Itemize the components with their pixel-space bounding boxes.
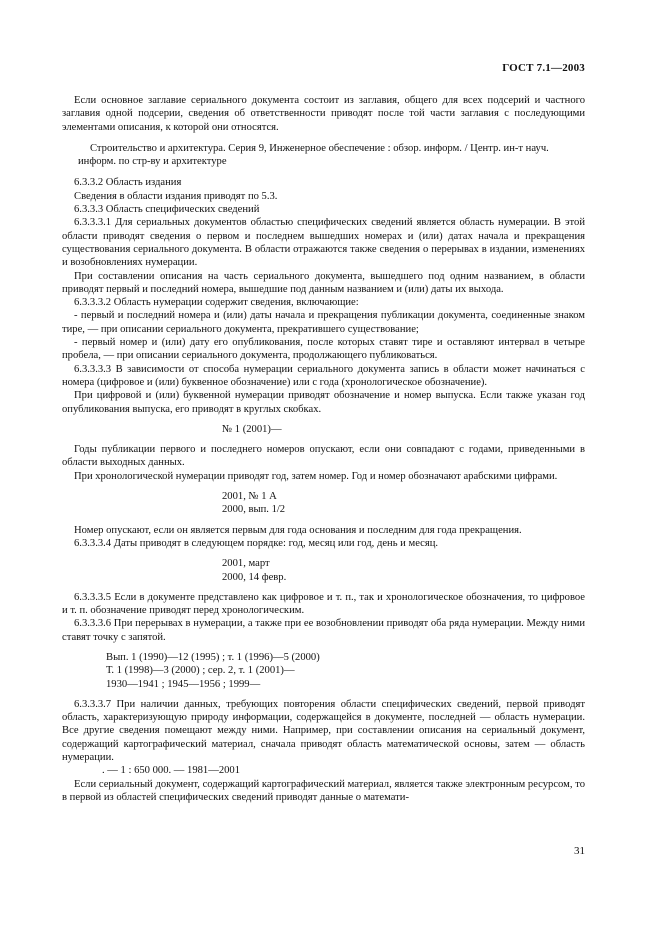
example-text: 1930—1941 ; 1945—1956 ; 1999— bbox=[106, 678, 261, 690]
paragraph: При цифровой и (или) буквенной нумерации приводят обозначение и номер выпуска. Если также указан год опубликования выпуска, его приводят в круглых скобках. bbox=[62, 390, 585, 415]
example-text: 2000, вып. 1/2 bbox=[222, 504, 286, 516]
paragraph: Если сериальный документ, содержащий картографический материал, является также электронным ресурсом, то в первой из областей специфических сведений приводят данные о математи- bbox=[62, 778, 585, 803]
page-number: 31 bbox=[574, 845, 585, 857]
example-block bbox=[62, 557, 585, 584]
example-text: Вып. 1 (1990)—12 (1995) ; т. 1 (1996)—5 (2000) bbox=[106, 651, 320, 663]
paragraph: 6.3.3.3.4 Даты приводят в следующем порядке: год, месяц или год, день и месяц. bbox=[74, 537, 439, 549]
paragraph: При составлении описания на часть сериального документа, вышедшего под одним названием, в области приводят первый и последний номера, вышедшие под данным названием и (или) даты их выхода. bbox=[62, 270, 585, 295]
paragraph: Если основное заглавие сериального документа состоит из заглавия, общего для всех подсерий и частного заглавия одной подсерии, сведения об ответственности приводят после той части заглавия с последующими элементами описания, к которой они относятся. bbox=[62, 95, 585, 133]
section-heading: 6.3.3.2 Область издания bbox=[74, 177, 182, 189]
document-body bbox=[62, 94, 585, 804]
paragraph: Номер опускают, если он является первым для года основания и последним для года прекращения. bbox=[74, 524, 522, 536]
example-text: Строительство и архитектура. Серия 9, Инженерное обеспечение : обзор. информ. / Центр. ин-т науч. информ. по стр-ву и архитектуре bbox=[78, 142, 549, 168]
example-text: Т. 1 (1998)—3 (2000) ; сер. 2, т. 1 (2001)— bbox=[106, 665, 295, 677]
paragraph: 6.3.3.3.7 При наличии данных, требующих повторения области специфических сведений, первой приводят область, характеризующую природу информации, содержащейся в документе, последней — область нумерации. Все другие сведения помещают между ними. Например, при составлении описания на сериальный документ, содержащий картографический материал, сначала приводят область математической основы, затем — область нумерации. bbox=[62, 698, 585, 764]
example-text: 2001, № 1 А bbox=[222, 491, 277, 503]
example-block bbox=[62, 490, 585, 517]
paragraph: 6.3.3.3.5 Если в документе представлено как цифровое и т. п., так и хронологическое обозначения, то цифровое и т. п. обозначение приводят перед хронологическим. bbox=[62, 591, 585, 617]
doc-code-header: ГОСТ 7.1—2003 bbox=[502, 62, 585, 74]
section-heading: 6.3.3.3 Область специфических сведений bbox=[74, 204, 260, 216]
paragraph: 6.3.3.3.3 В зависимости от способа нумерации сериального документа запись в области может начинаться с номера (цифровое и (или) буквенное обозначение) или с года (хронологическое обозначение). bbox=[62, 363, 585, 388]
paragraph: Сведения в области издания приводят по 5.3. bbox=[74, 190, 278, 202]
paragraph: 6.3.3.3.2 Область нумерации содержит сведения, включающие: bbox=[74, 297, 359, 309]
example-text: 2000, 14 февр. bbox=[222, 571, 287, 583]
example-text: № 1 (2001)— bbox=[222, 423, 282, 435]
list-item: - первый номер и (или) дату его опубликования, после которых ставят тире и оставляют интервал в четыре пробела, — при описании сериального документа, продолжающего публиковаться. bbox=[62, 337, 585, 362]
paragraph: 6.3.3.3.6 При перерывах в нумерации, а также при ее возобновлении приводят оба ряда нумерации. Между ними ставят точку с запятой. bbox=[62, 618, 585, 643]
paragraph: Годы публикации первого и последнего номеров опускают, если они совпадают с годами, приведенными в области выходных данных. bbox=[62, 444, 585, 469]
example-block bbox=[62, 651, 585, 691]
example-text: 2001, март bbox=[222, 558, 270, 570]
paragraph: 6.3.3.3.1 Для сериальных документов областью специфических сведений является область нумерации. В этой области приводят сведения о первом и последнем вышедших номерах и (или) датах начала и прекращения существования сериального документа. В области отражаются также сведения о перерывах в издании, изменениях и возобновлениях нумерации. bbox=[62, 217, 585, 269]
list-item: - первый и последний номера и (или) даты начала и прекращения публикации документа, соединенные знаком тире, — при описании сериального документа, прекратившего существование; bbox=[62, 310, 585, 335]
example-text: . — 1 : 650 000. — 1981—2001 bbox=[102, 765, 241, 777]
paragraph: При хронологической нумерации приводят год, затем номер. Год и номер обозначают арабскими цифрами. bbox=[74, 470, 558, 482]
